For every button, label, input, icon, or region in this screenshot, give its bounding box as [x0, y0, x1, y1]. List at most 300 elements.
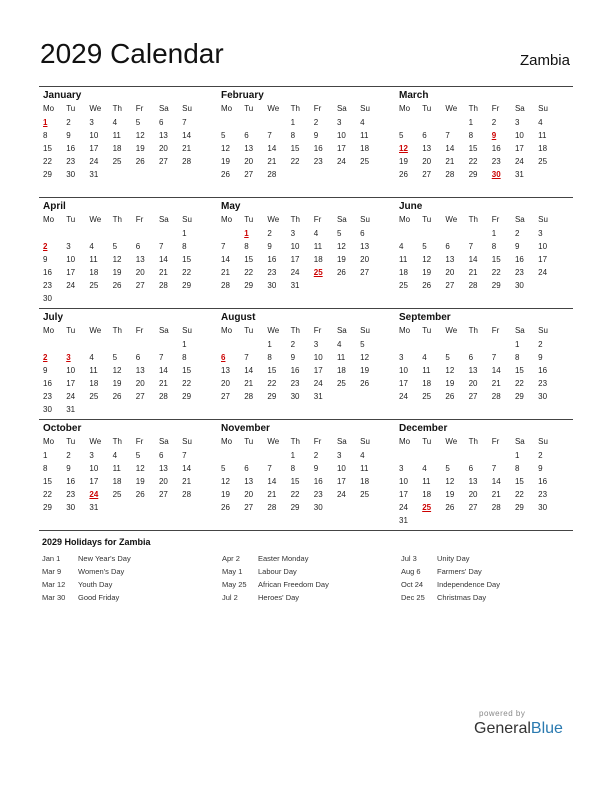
day-cell: 9 — [66, 464, 71, 473]
day-cell: 26 — [112, 281, 122, 290]
day-cell: 1 — [182, 340, 187, 349]
empty-cell — [267, 116, 290, 129]
day-cell: 4 — [89, 242, 94, 251]
day-cell: 5 — [112, 353, 118, 362]
day-cell: 19 — [360, 366, 370, 375]
day-cell: 8 — [468, 131, 474, 140]
day-cell: 1 — [468, 118, 474, 127]
day-cell: 5 — [445, 464, 450, 473]
day-cell: 2 — [290, 340, 296, 349]
day-cell: 21 — [158, 379, 168, 388]
weekday-header: Su — [360, 215, 370, 224]
day-cell: 12 — [221, 477, 230, 486]
weekday-header: Su — [182, 104, 192, 113]
day-cell: 30 — [538, 392, 548, 401]
holiday-item — [222, 552, 329, 565]
day-cell: 29 — [43, 503, 52, 512]
day-cell: 6 — [158, 451, 164, 460]
day-cell: 20 — [221, 379, 230, 388]
empty-cell — [159, 227, 182, 240]
day-cell: 15 — [182, 366, 192, 375]
day-cell: 16 — [43, 268, 52, 277]
holiday-item — [401, 552, 500, 565]
weekday-header: Mo — [43, 215, 55, 224]
day-cell: 9 — [290, 353, 296, 362]
day-cell: 2 — [491, 118, 497, 127]
day-cell: 6 — [158, 118, 164, 127]
day-cell: 28 — [221, 281, 230, 290]
day-cell: 2 — [313, 451, 319, 460]
day-cell: 5 — [336, 229, 342, 238]
holiday-date: Oct 24 — [401, 580, 424, 589]
day-cell: 8 — [43, 131, 48, 140]
holiday-name: African Freedom Day — [258, 580, 329, 589]
month-name: August — [221, 312, 256, 323]
day-cell: 29 — [43, 170, 52, 179]
holiday-day-cell: 6 — [221, 353, 226, 362]
day-cell: 17 — [538, 255, 548, 264]
day-cell: 7 — [221, 242, 226, 251]
holiday-day-cell: 9 — [491, 131, 497, 140]
day-cell: 26 — [445, 503, 455, 512]
day-cell: 14 — [267, 144, 277, 153]
weekday-header: Mo — [399, 215, 411, 224]
day-cell: 1 — [43, 451, 48, 460]
day-cell: 4 — [360, 451, 365, 460]
day-cell: 18 — [399, 268, 408, 277]
day-cell: 17 — [336, 477, 346, 486]
holiday-item — [222, 565, 329, 578]
weekday-header: Tu — [422, 104, 432, 113]
day-cell: 13 — [360, 242, 370, 251]
day-cell: 11 — [112, 131, 121, 140]
day-cell: 16 — [538, 366, 548, 375]
weekday-header: Su — [182, 326, 192, 335]
day-cell: 16 — [538, 477, 548, 486]
day-cell: 17 — [89, 477, 99, 486]
empty-cell — [469, 338, 492, 351]
holiday-name: Youth Day — [78, 580, 113, 589]
weekday-header: We — [89, 437, 102, 446]
day-cell: 11 — [313, 242, 323, 251]
powered-by-text: powered by — [479, 709, 526, 718]
day-cell: 8 — [514, 353, 520, 362]
day-cell: 12 — [221, 144, 230, 153]
day-cell: 6 — [244, 131, 249, 140]
empty-cell — [43, 227, 66, 240]
weekday-header: Fr — [491, 215, 500, 224]
day-cell: 26 — [360, 379, 370, 388]
month-september — [395, 309, 573, 419]
day-cell: 15 — [244, 255, 254, 264]
day-cell: 2 — [538, 451, 543, 460]
day-cell: 2 — [538, 340, 543, 349]
day-cell: 1 — [290, 118, 296, 127]
weekday-header: Sa — [514, 104, 525, 113]
page-title: 2029 Calendar — [40, 38, 224, 69]
month-october — [39, 420, 217, 530]
day-cell: 30 — [313, 503, 323, 512]
holiday-name: Labour Day — [258, 567, 297, 576]
weekday-header: Sa — [514, 326, 525, 335]
day-cell: 27 — [468, 392, 478, 401]
day-cell: 9 — [43, 366, 48, 375]
day-cell: 25 — [360, 157, 370, 166]
day-cell: 27 — [158, 490, 168, 499]
day-cell: 27 — [445, 281, 455, 290]
weekday-header: Th — [468, 215, 478, 224]
holiday-day-cell: 25 — [313, 268, 323, 277]
day-cell: 12 — [112, 255, 122, 264]
day-cell: 20 — [158, 144, 168, 153]
day-cell: 8 — [491, 242, 497, 251]
day-cell: 5 — [221, 464, 226, 473]
day-cell: 23 — [313, 157, 323, 166]
day-cell: 9 — [538, 464, 543, 473]
day-cell: 1 — [514, 451, 520, 460]
day-cell: 3 — [514, 118, 520, 127]
weekday-header: Tu — [244, 215, 254, 224]
holiday-date: May 1 — [222, 567, 243, 576]
day-cell: 21 — [267, 490, 277, 499]
holiday-date: May 25 — [222, 580, 247, 589]
day-cell: 14 — [491, 477, 501, 486]
day-cell: 8 — [182, 353, 187, 362]
day-cell: 12 — [135, 131, 145, 140]
day-cell: 21 — [267, 157, 277, 166]
day-cell: 21 — [182, 144, 192, 153]
day-cell: 22 — [514, 379, 524, 388]
weekday-header: We — [267, 437, 280, 446]
weekday-header: Tu — [66, 326, 76, 335]
day-cell: 14 — [267, 477, 277, 486]
day-cell: 20 — [158, 477, 168, 486]
day-cell: 4 — [422, 353, 427, 362]
weekday-header: Su — [182, 437, 192, 446]
day-cell: 28 — [182, 490, 192, 499]
day-cell: 4 — [538, 118, 543, 127]
month-name: June — [399, 201, 423, 212]
day-cell: 29 — [468, 170, 478, 179]
day-cell: 11 — [399, 255, 408, 264]
empty-cell — [136, 227, 159, 240]
day-cell: 28 — [445, 170, 455, 179]
holiday-column-2 — [222, 552, 329, 604]
day-cell: 18 — [360, 477, 370, 486]
day-cell: 8 — [267, 353, 272, 362]
day-cell: 11 — [89, 255, 98, 264]
day-cell: 10 — [538, 242, 548, 251]
day-cell: 9 — [313, 131, 319, 140]
day-cell: 18 — [360, 144, 370, 153]
day-cell: 22 — [290, 490, 300, 499]
empty-cell — [221, 227, 244, 240]
day-cell: 12 — [360, 353, 370, 362]
country-name: Zambia — [519, 52, 570, 69]
weekday-header: Mo — [221, 104, 233, 113]
month-name: May — [221, 201, 241, 212]
day-cell: 14 — [221, 255, 230, 264]
month-november — [217, 420, 395, 530]
day-cell: 16 — [514, 255, 524, 264]
day-cell: 6 — [360, 229, 365, 238]
day-cell: 5 — [422, 242, 427, 251]
day-cell: 11 — [422, 477, 431, 486]
holiday-day-cell: 25 — [422, 503, 432, 512]
day-cell: 16 — [66, 477, 76, 486]
day-cell: 13 — [244, 477, 254, 486]
day-cell: 18 — [336, 366, 346, 375]
day-cell: 18 — [422, 490, 432, 499]
weekday-header: Mo — [43, 104, 55, 113]
weekday-header: We — [445, 437, 458, 446]
day-cell: 5 — [445, 353, 450, 362]
day-cell: 20 — [445, 268, 455, 277]
empty-cell — [89, 338, 112, 351]
day-cell: 14 — [158, 366, 168, 375]
day-cell: 31 — [89, 503, 99, 512]
day-cell: 28 — [267, 503, 277, 512]
day-cell: 11 — [422, 366, 431, 375]
weekday-header: Sa — [336, 437, 347, 446]
weekday-header: Fr — [313, 104, 322, 113]
day-cell: 13 — [244, 144, 254, 153]
day-cell: 8 — [244, 242, 249, 251]
day-cell: 9 — [267, 242, 272, 251]
day-cell: 15 — [491, 255, 501, 264]
day-cell: 29 — [290, 503, 300, 512]
holiday-day-cell: 30 — [491, 170, 501, 179]
day-cell: 16 — [290, 366, 300, 375]
day-cell: 17 — [313, 366, 323, 375]
weekday-header: We — [89, 326, 102, 335]
month-name: September — [399, 312, 451, 323]
holiday-item — [222, 591, 329, 604]
day-cell: 22 — [514, 490, 524, 499]
weekday-header: Th — [112, 104, 122, 113]
weekday-header: Th — [112, 215, 122, 224]
calendar-row — [39, 86, 573, 197]
day-cell: 3 — [89, 451, 94, 460]
day-cell: 7 — [445, 131, 450, 140]
day-cell: 24 — [336, 490, 346, 499]
holiday-column-1 — [42, 552, 131, 604]
day-cell: 17 — [336, 144, 346, 153]
brand-word-blue: Blue — [530, 720, 563, 737]
day-cell: 2 — [267, 229, 272, 238]
day-cell: 31 — [89, 170, 99, 179]
weekday-header: Mo — [221, 326, 233, 335]
day-cell: 27 — [422, 170, 432, 179]
day-cell: 7 — [158, 242, 164, 251]
empty-cell — [445, 449, 468, 462]
day-cell: 7 — [158, 353, 164, 362]
holiday-name: New Year's Day — [78, 554, 131, 563]
holiday-day-cell: 24 — [89, 490, 99, 499]
day-cell: 16 — [43, 379, 52, 388]
calendar-row — [39, 419, 573, 531]
day-cell: 27 — [135, 281, 145, 290]
day-cell: 19 — [445, 379, 455, 388]
day-cell: 31 — [514, 170, 524, 179]
day-cell: 22 — [244, 268, 254, 277]
day-cell: 2 — [66, 451, 71, 460]
day-cell: 14 — [468, 255, 478, 264]
weekday-header: Sa — [336, 104, 347, 113]
month-name: January — [43, 90, 82, 101]
holiday-day-cell: 2 — [43, 353, 48, 362]
day-cell: 20 — [468, 490, 478, 499]
day-cell: 8 — [182, 242, 187, 251]
day-cell: 28 — [244, 392, 254, 401]
weekday-header: Sa — [158, 104, 169, 113]
day-cell: 25 — [538, 157, 548, 166]
day-cell: 7 — [468, 242, 474, 251]
day-cell: 3 — [313, 340, 319, 349]
day-cell: 31 — [290, 281, 300, 290]
day-cell: 7 — [267, 131, 272, 140]
day-cell: 15 — [514, 366, 524, 375]
calendar-row — [39, 308, 573, 419]
day-cell: 5 — [135, 451, 141, 460]
holiday-item — [401, 565, 500, 578]
day-cell: 13 — [135, 366, 145, 375]
day-cell: 20 — [135, 379, 145, 388]
brand-logo[interactable] — [474, 720, 563, 738]
empty-cell — [244, 338, 267, 351]
day-cell: 25 — [112, 157, 122, 166]
day-cell: 13 — [135, 255, 145, 264]
day-cell: 15 — [514, 477, 524, 486]
day-cell: 26 — [221, 503, 230, 512]
weekday-header: Sa — [336, 326, 347, 335]
month-may — [217, 198, 395, 308]
holiday-name: Farmers' Day — [437, 567, 482, 576]
empty-cell — [399, 227, 422, 240]
weekday-header: Fr — [313, 437, 322, 446]
day-cell: 6 — [468, 464, 474, 473]
day-cell: 4 — [336, 340, 342, 349]
weekday-header: Tu — [244, 437, 254, 446]
day-cell: 3 — [399, 353, 404, 362]
day-cell: 7 — [182, 451, 187, 460]
weekday-header: Su — [538, 437, 548, 446]
holiday-name: Unity Day — [437, 554, 470, 563]
month-name: December — [399, 423, 448, 434]
holiday-date: Jan 1 — [42, 554, 61, 563]
weekday-header: Su — [538, 326, 548, 335]
day-cell: 17 — [89, 144, 99, 153]
day-cell: 16 — [66, 144, 76, 153]
weekday-header: Mo — [43, 437, 55, 446]
month-name: February — [221, 90, 264, 101]
empty-cell — [136, 338, 159, 351]
day-cell: 10 — [89, 464, 99, 473]
weekday-header: Su — [538, 104, 548, 113]
holiday-item — [42, 552, 131, 565]
day-cell: 11 — [538, 131, 547, 140]
day-cell: 17 — [514, 144, 524, 153]
day-cell: 27 — [221, 392, 230, 401]
day-cell: 28 — [182, 157, 192, 166]
holiday-date: Mar 30 — [42, 593, 66, 602]
weekday-header: Mo — [221, 437, 233, 446]
empty-cell — [422, 338, 445, 351]
day-cell: 24 — [336, 157, 346, 166]
weekday-header: Mo — [43, 326, 55, 335]
day-cell: 3 — [336, 118, 342, 127]
day-cell: 29 — [182, 281, 192, 290]
day-cell: 27 — [244, 503, 254, 512]
day-cell: 11 — [336, 353, 346, 362]
empty-cell — [399, 338, 422, 351]
day-cell: 13 — [445, 255, 455, 264]
day-cell: 19 — [112, 268, 122, 277]
month-august — [217, 309, 395, 419]
day-cell: 13 — [221, 366, 230, 375]
weekday-header: We — [267, 104, 280, 113]
empty-cell — [399, 449, 422, 462]
day-cell: 8 — [290, 464, 296, 473]
holiday-day-cell: 2 — [43, 242, 48, 251]
day-cell: 29 — [514, 392, 524, 401]
day-cell: 25 — [112, 490, 122, 499]
day-cell: 21 — [158, 268, 168, 277]
month-june — [395, 198, 573, 308]
day-cell: 18 — [538, 144, 548, 153]
weekday-header: We — [89, 104, 102, 113]
day-cell: 3 — [336, 451, 342, 460]
holiday-date: Aug 6 — [401, 567, 421, 576]
day-cell: 23 — [514, 268, 524, 277]
day-cell: 10 — [399, 366, 408, 375]
month-april — [39, 198, 217, 308]
day-cell: 7 — [491, 464, 497, 473]
weekday-header: Th — [112, 437, 122, 446]
day-cell: 22 — [491, 268, 501, 277]
day-cell: 23 — [43, 392, 52, 401]
month-december — [395, 420, 573, 530]
holiday-column-3 — [401, 552, 500, 604]
day-cell: 24 — [66, 281, 76, 290]
empty-cell — [422, 116, 445, 129]
weekday-header: We — [267, 326, 280, 335]
empty-cell — [399, 116, 422, 129]
day-cell: 27 — [135, 392, 145, 401]
weekday-header: Fr — [491, 437, 500, 446]
holiday-name: Good Friday — [78, 593, 120, 602]
day-cell: 4 — [112, 118, 118, 127]
day-cell: 17 — [399, 490, 408, 499]
day-cell: 23 — [43, 281, 52, 290]
day-cell: 6 — [244, 464, 249, 473]
day-cell: 20 — [360, 255, 370, 264]
day-cell: 12 — [336, 242, 346, 251]
day-cell: 4 — [313, 229, 319, 238]
day-cell: 23 — [66, 490, 76, 499]
day-cell: 8 — [43, 464, 48, 473]
weekday-header: Th — [468, 104, 478, 113]
day-cell: 2 — [66, 118, 71, 127]
day-cell: 15 — [468, 144, 478, 153]
day-cell: 4 — [112, 451, 118, 460]
empty-cell — [445, 116, 468, 129]
day-cell: 10 — [290, 242, 300, 251]
day-cell: 15 — [267, 366, 277, 375]
empty-cell — [244, 449, 267, 462]
day-cell: 21 — [468, 268, 478, 277]
weekday-header: We — [267, 215, 280, 224]
